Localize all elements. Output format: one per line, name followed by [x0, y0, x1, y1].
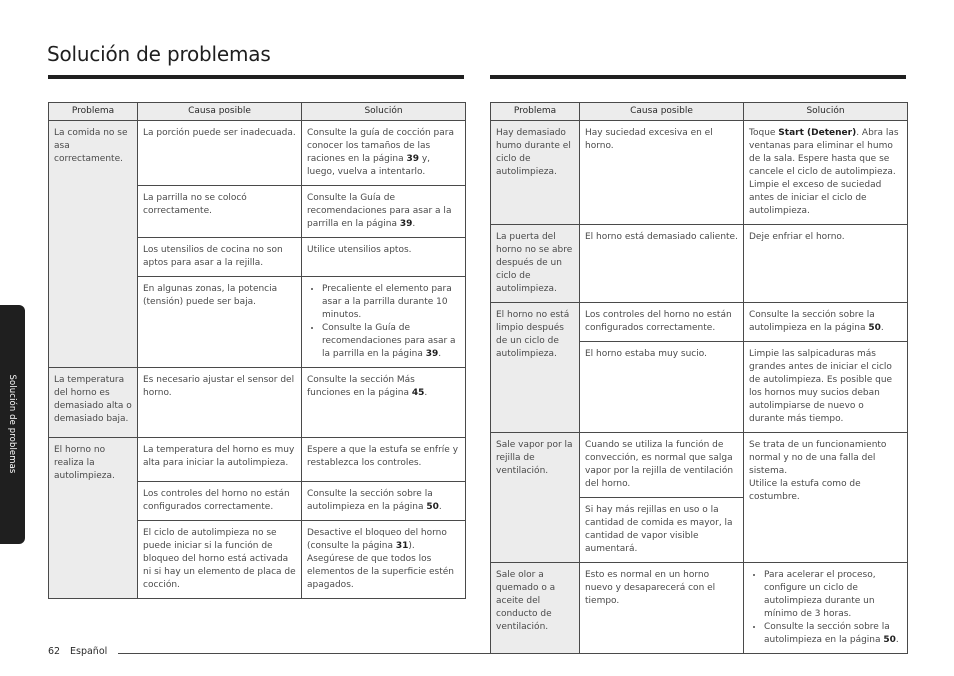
solution-bullet: • Precaliente el elemento para asar a la parrilla durante 10 minutos. — [322, 283, 460, 322]
cause-cell: Los utensilios de cocina no son aptos para asar a la rejilla. — [138, 238, 302, 277]
solution-text: . — [438, 502, 442, 512]
page-reference: 50 — [426, 502, 439, 512]
solution-text: Consulte la sección Más funciones en la página — [307, 375, 415, 398]
solution-text: Utilice la estufa como de costumbre. — [749, 479, 861, 502]
solution-cell — [744, 563, 908, 654]
solution-cell — [302, 121, 466, 186]
solution-text: Consulte la sección sobre la autolimpieza en la página — [307, 489, 433, 512]
problem-cell: La puerta del horno no se abre después de un ciclo de autolimpieza. — [491, 225, 580, 303]
header-problem: Problema — [491, 103, 580, 121]
cause-cell: La porción puede ser inadecuada. — [138, 121, 302, 186]
page-reference: 39 — [406, 154, 419, 164]
footer-rule — [118, 653, 906, 654]
cause-cell: La temperatura del horno es muy alta para iniciar la autolimpieza. — [138, 438, 302, 482]
table-row — [491, 563, 908, 654]
solution-text: Toque — [749, 128, 779, 138]
solution-text: Consulte la sección sobre la autolimpieza en la página — [764, 622, 890, 645]
solution-text: . — [438, 349, 442, 359]
table-row — [491, 433, 908, 498]
page-title: Solución de problemas — [47, 42, 271, 66]
problem-cell: El horno no está limpio después de un ciclo de autolimpieza. — [491, 303, 580, 433]
solution-text: y, luego, vuelva a intentarlo. — [307, 154, 431, 177]
problem-cell: La comida no se asa correctamente. — [49, 121, 138, 368]
header-solution: Solución — [302, 103, 466, 121]
header-cause: Causa posible — [138, 103, 302, 121]
troubleshooting-table-left — [48, 102, 466, 599]
solution-cell — [302, 277, 466, 368]
solution-list — [307, 283, 460, 361]
table-row — [491, 225, 908, 303]
cause-cell: El horno estaba muy sucio. — [580, 342, 744, 433]
header-solution: Solución — [744, 103, 908, 121]
solution-cell — [302, 186, 466, 238]
solution-cell — [302, 521, 466, 599]
start-button-label: Start (Detener) — [778, 128, 857, 138]
problem-cell: El horno no realiza la autolimpieza. — [49, 438, 138, 599]
cause-cell: Si hay más rejillas en uso o la cantidad de comida es mayor, la cantidad de vapor visible aumentará. — [580, 498, 744, 563]
cause-cell: En algunas zonas, la potencia (tensión) puede ser baja. — [138, 277, 302, 368]
solution-text: ). Asegúrese de que todos los elementos de la superficie estén apagados. — [307, 541, 455, 590]
table-row — [491, 121, 908, 225]
cause-cell: La parrilla no se colocó correctamente. — [138, 186, 302, 238]
table-header-row — [49, 103, 466, 121]
solution-cell — [302, 368, 466, 438]
table-row — [491, 303, 908, 342]
solution-cell — [744, 303, 908, 342]
table-row — [49, 121, 466, 186]
solution-bullet — [764, 621, 902, 647]
solution-cell: Limpie las salpicaduras más grandes antes de iniciar el ciclo de autolimpieza. Es posible que los hornos muy sucios deban autolimpiarse de nuevo o durante más tiempo. — [744, 342, 908, 433]
page-reference: 31 — [395, 541, 409, 551]
title-rule-right — [490, 75, 906, 79]
page-reference: 50 — [868, 323, 881, 333]
solution-bullet — [322, 322, 460, 361]
solution-text: Consulte la Guía de recomendaciones para asar a la parrilla en la página — [307, 193, 452, 229]
page-reference: 39 — [425, 349, 439, 359]
solution-text: Se trata de un funcionamiento normal y no de una falla del sistema. — [749, 440, 887, 476]
solution-text: . — [895, 635, 899, 645]
cause-cell: Cuando se utiliza la función de convección, es normal que salga vapor por la rejilla de ventilación del horno. — [580, 433, 744, 498]
header-problem: Problema — [49, 103, 138, 121]
solution-cell — [302, 482, 466, 521]
cause-cell: Los controles del horno no están configurados correctamente. — [580, 303, 744, 342]
cause-cell: Hay suciedad excesiva en el horno. — [580, 121, 744, 225]
page-reference: 50 — [883, 635, 896, 645]
table-row — [49, 438, 466, 482]
solution-list — [749, 569, 902, 647]
solution-cell: Utilice utensilios aptos. — [302, 238, 466, 277]
page-reference: 39 — [399, 219, 413, 229]
problem-cell: Sale olor a quemado o a aceite del conducto de ventilación. — [491, 563, 580, 654]
cause-cell: El horno está demasiado caliente. — [580, 225, 744, 303]
problem-cell: Hay demasiado humo durante el ciclo de autolimpieza. — [491, 121, 580, 225]
title-rule-left — [48, 75, 464, 79]
solution-cell: Deje enfriar el horno. — [744, 225, 908, 303]
side-tab-label: Solución de problemas — [7, 374, 17, 474]
solution-text: Consulte la sección sobre la autolimpieza en la página — [749, 310, 875, 333]
solution-cell — [744, 433, 908, 563]
problem-cell: Sale vapor por la rejilla de ventilación. — [491, 433, 580, 563]
solution-cell: Espere a que la estufa se enfríe y restablezca los controles. — [302, 438, 466, 482]
header-cause: Causa posible — [580, 103, 744, 121]
troubleshooting-table-right — [490, 102, 908, 654]
solution-cell — [744, 121, 908, 225]
solution-text: Consulte la guía de cocción para conocer los tamaños de las raciones en la página — [307, 128, 454, 164]
solution-text: . — [424, 388, 428, 398]
solution-text: . — [880, 323, 884, 333]
solution-text: Consulte la Guía de recomendaciones para asar a la parrilla en la página — [322, 323, 456, 359]
table-header-row — [491, 103, 908, 121]
problem-cell: La temperatura del horno es demasiado alta o demasiado baja. — [49, 368, 138, 438]
table-row — [49, 368, 466, 438]
solution-bullet: • Para acelerar el proceso, configure un ciclo de autolimpieza durante un mínimo de 3 horas. — [764, 569, 902, 621]
footer-language: Español — [70, 646, 108, 657]
page-reference: 45 — [411, 388, 425, 398]
solution-text: Desactive el bloqueo del horno (consulte la página — [307, 528, 447, 551]
cause-cell: Los controles del horno no están configurados correctamente. — [138, 482, 302, 521]
cause-cell: El ciclo de autolimpieza no se puede iniciar si la función de bloqueo del horno está activada ni si hay un elemento de placa de cocción. — [138, 521, 302, 599]
cause-cell: Es necesario ajustar el sensor del horno. — [138, 368, 302, 438]
page-number: 62 — [48, 646, 61, 657]
cause-cell: Esto es normal en un horno nuevo y desaparecerá con el tiempo. — [580, 563, 744, 654]
solution-text: . — [412, 219, 416, 229]
solution-text: . Abra las ventanas para eliminar el humo de la sala. Espere hasta que se cancele el ciclo de autolimpieza. Limpie el exceso de suciedad antes de iniciar el ciclo de autolimpieza. — [749, 128, 899, 216]
